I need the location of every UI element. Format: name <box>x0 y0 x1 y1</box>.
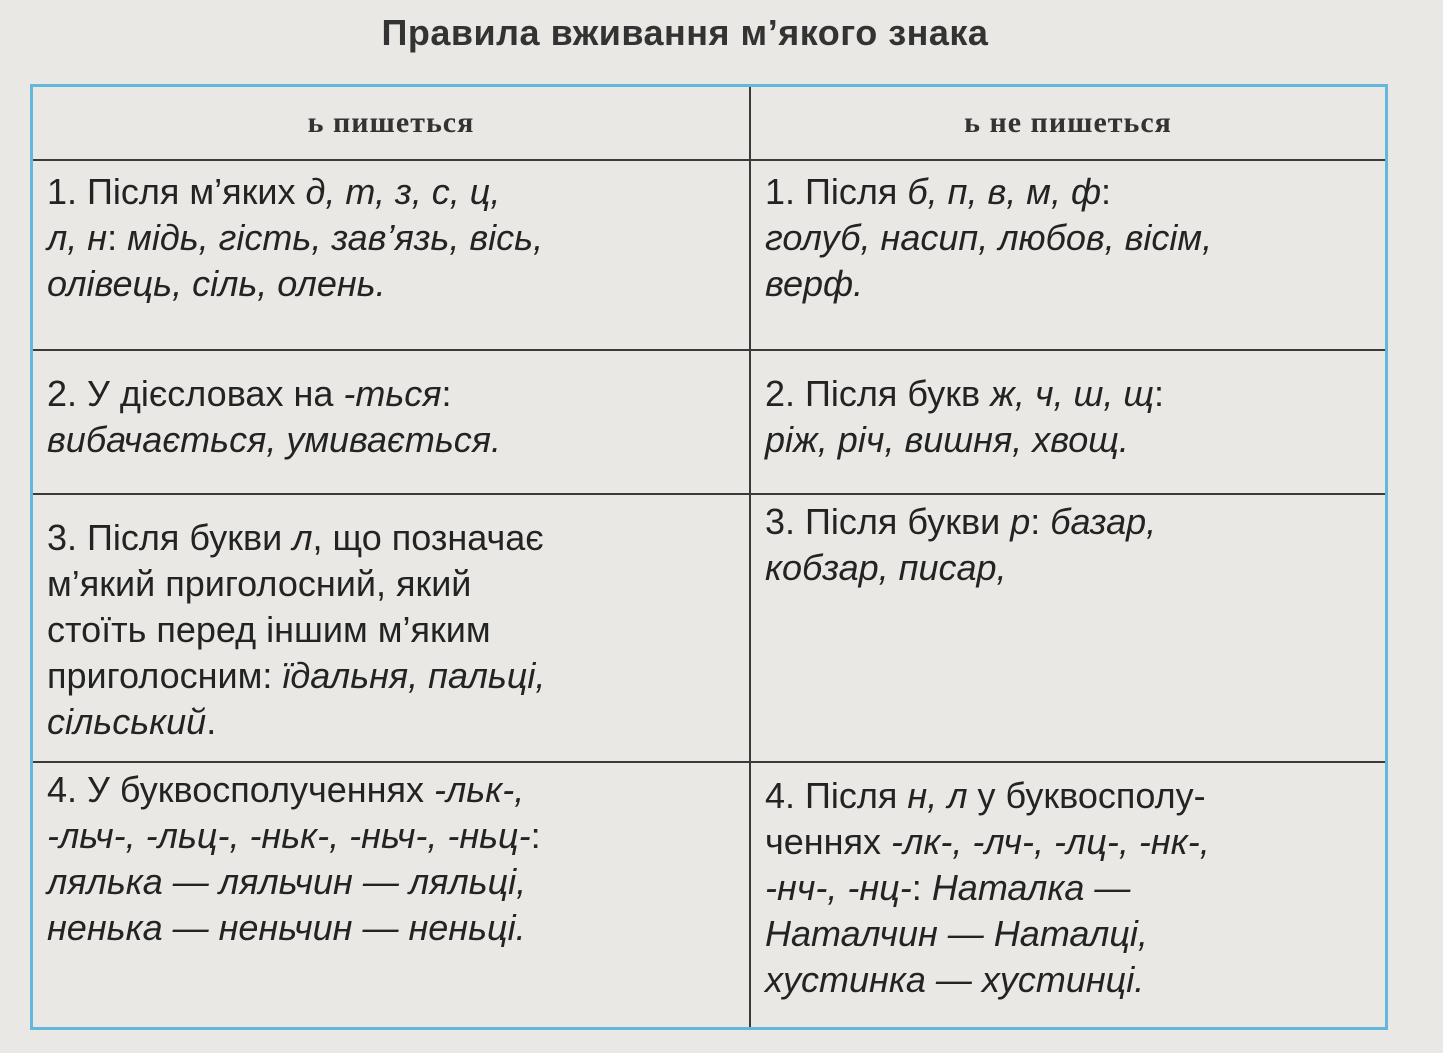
text-line <box>47 767 735 813</box>
example-text: -ться <box>343 373 442 414</box>
rule-text <box>751 161 1385 307</box>
text-line <box>47 699 735 745</box>
rule-text-segment: : <box>441 373 452 414</box>
example-text: базар, <box>1050 501 1157 542</box>
example-text: л <box>292 517 313 558</box>
page-title: Правила вживання м’якого знака <box>381 12 989 53</box>
example-text: хустинка — хустинці. <box>765 959 1145 1000</box>
rule-cell-written <box>32 762 751 1029</box>
example-text: н, л <box>907 775 968 816</box>
rule-cell-written <box>32 160 751 350</box>
example-text: л, н <box>47 217 108 258</box>
rule-cell-written <box>32 350 751 494</box>
table-row <box>32 160 1387 350</box>
text-line <box>47 561 735 607</box>
rule-text <box>33 161 749 307</box>
rule-text-segment: приголосним: <box>47 655 283 696</box>
rule-cell-not-written <box>750 494 1387 762</box>
text-line <box>47 215 735 261</box>
rule-text-segment: 4. У буквосполученнях <box>47 769 434 810</box>
text-line <box>765 417 1371 463</box>
rule-text-segment: : <box>107 217 128 258</box>
rule-text <box>751 763 1385 1003</box>
example-text: вибачається, умивається. <box>47 419 502 460</box>
example-text: сільський <box>47 701 207 742</box>
text-line <box>47 859 735 905</box>
example-text: -льк-, <box>433 769 525 810</box>
rule-text-segment: : <box>1101 171 1112 212</box>
text-line <box>765 545 1371 591</box>
rule-text-segment: ченнях <box>765 821 892 862</box>
rule-text-segment: : <box>911 867 932 908</box>
rule-text-segment: , що позначає <box>312 517 544 558</box>
text-line <box>47 169 735 215</box>
text-line <box>765 261 1371 307</box>
header-soft-sign-not-written: ь не пишеться <box>750 86 1387 161</box>
table-header-row <box>32 86 1387 161</box>
rule-text-segment: 2. Після букв <box>765 373 991 414</box>
example-text: Наталка — <box>931 867 1131 908</box>
text-line <box>47 653 735 699</box>
rule-text-segment: : <box>1154 373 1165 414</box>
text-line <box>765 499 1371 545</box>
rule-text <box>33 763 749 951</box>
rule-text-segment: : <box>1030 501 1051 542</box>
text-line <box>47 417 735 463</box>
example-text: -лк-, -лч-, -лц-, -нк-, <box>891 821 1210 862</box>
example-text: -нч-, -нц- <box>765 867 912 908</box>
rule-cell-not-written <box>750 350 1387 494</box>
text-line <box>47 261 735 307</box>
table-row <box>32 350 1387 494</box>
example-text: мідь, гість, зав’язь, вісь, <box>127 217 544 258</box>
rule-text-segment: стоїть перед іншим м’яким <box>47 609 491 650</box>
rule-text <box>33 495 749 745</box>
example-text: б, п, в, м, ф <box>907 171 1102 212</box>
example-text: ненька — неньчин — неньці. <box>47 907 526 948</box>
text-line <box>765 169 1371 215</box>
rule-cell-not-written <box>750 160 1387 350</box>
example-text: верф. <box>765 263 864 304</box>
rule-text <box>33 351 749 463</box>
rule-text <box>751 351 1385 463</box>
rule-text-segment: 1. Після м’яких <box>47 171 306 212</box>
rule-cell-written <box>32 494 751 762</box>
rule-text <box>751 495 1385 591</box>
example-text: їдальня, пальці, <box>282 655 546 696</box>
rule-text-segment: 3. Після букви <box>765 501 1011 542</box>
example-text: Наталчин — Наталці, <box>765 913 1148 954</box>
text-line <box>47 813 735 859</box>
example-text: кобзар, писар, <box>765 547 1007 588</box>
rule-text-segment: . <box>206 701 217 742</box>
header-soft-sign-written: ь пишеться <box>32 86 751 161</box>
rule-text-segment: 1. Після <box>765 171 908 212</box>
rule-text-segment: 3. Після букви <box>47 517 293 558</box>
rule-text-segment: 4. Після <box>765 775 908 816</box>
example-text: -льч-, -льц-, -ньк-, -ньч-, -ньц- <box>47 815 531 856</box>
rule-text-segment: : <box>530 815 541 856</box>
example-text: олівець, сіль, олень. <box>47 263 386 304</box>
text-line <box>47 905 735 951</box>
text-line <box>47 515 735 561</box>
table-row <box>32 762 1387 1029</box>
example-text: голуб, насип, любов, вісім, <box>765 217 1213 258</box>
text-line <box>765 911 1371 957</box>
example-text: д, т, з, с, ц, <box>305 171 501 212</box>
rule-cell-not-written <box>750 762 1387 1029</box>
text-line <box>765 819 1371 865</box>
text-line <box>765 773 1371 819</box>
example-text: р <box>1010 501 1031 542</box>
rule-text-segment: 2. У дієсловах на <box>47 373 344 414</box>
example-text: ріж, річ, вишня, хвощ. <box>765 419 1129 460</box>
rule-text-segment: м’який приголосний, який <box>47 563 472 604</box>
rules-table <box>30 84 1388 1030</box>
example-text: лялька — ляльчин — ляльці, <box>47 861 527 902</box>
text-line <box>47 607 735 653</box>
text-line <box>47 371 735 417</box>
text-line <box>765 957 1371 1003</box>
text-line <box>765 865 1371 911</box>
rule-text-segment: у буквосполу- <box>967 775 1206 816</box>
text-line <box>765 371 1371 417</box>
table-row <box>32 494 1387 762</box>
text-line <box>765 215 1371 261</box>
example-text: ж, ч, ш, щ <box>990 373 1155 414</box>
